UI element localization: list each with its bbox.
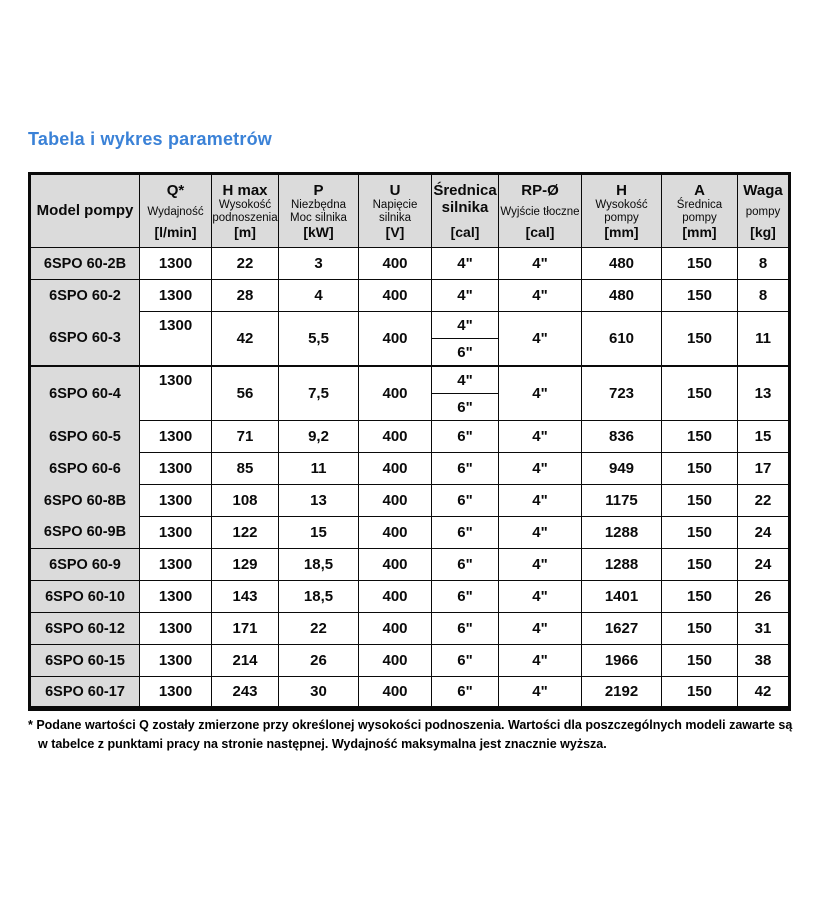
cell-u: 400 [359,248,432,280]
cell-weight: 15 [738,421,790,453]
cell-q: 1300 [140,517,212,549]
table-row [30,366,790,421]
table-row [30,581,790,613]
cell-model: 6SPO 60-4 [30,366,140,421]
cell-u: 400 [359,280,432,312]
col-unit: [cal] [525,224,555,240]
cell-weight: 8 [738,280,790,312]
cell-h: 1401 [582,581,662,613]
cell-hmax: 108 [212,485,279,517]
cell-weight: 31 [738,613,790,645]
cell-hmax: 71 [212,421,279,453]
col-sublabel: Wydajność [147,205,204,218]
col-symbol: H max [222,182,268,199]
cell-hmax: 143 [212,581,279,613]
cell-hmax: 42 [212,312,279,367]
cell-p: 13 [279,485,359,517]
table-row [30,517,790,549]
cell-motor-diameter: 4" [432,280,499,312]
cell-hmax: 122 [212,517,279,549]
cell-p: 5,5 [279,312,359,367]
cell-a: 150 [662,517,738,549]
cell-a: 150 [662,613,738,645]
cell-motor-diameter: 6" [432,645,499,677]
cell-u: 400 [359,677,432,709]
cell-weight: 13 [738,366,790,421]
cell-hmax: 22 [212,248,279,280]
col-symbol: RP-Ø [521,182,559,199]
cell-model: 6SPO 60-8B [30,485,140,517]
cell-rp: 4" [499,421,582,453]
cell-u: 400 [359,453,432,485]
footnote-line-2: w tabelce z punktami pracy na stronie następnej. Wydajność maksymalna jest znacznie wyższa. [38,736,607,751]
cell-model: 6SPO 60-3 [30,312,140,367]
cell-rp: 4" [499,549,582,581]
cell-p: 9,2 [279,421,359,453]
cell-rp: 4" [499,366,582,421]
table-row [30,312,790,367]
col-unit: [kg] [750,224,776,240]
cell-hmax: 28 [212,280,279,312]
cell-u: 400 [359,366,432,421]
cell-q: 1300 [140,549,212,581]
cell-weight: 24 [738,549,790,581]
col-header-rp [499,174,582,248]
cell-h: 1288 [582,517,662,549]
col-unit: [mm] [604,224,639,240]
cell-rp: 4" [499,280,582,312]
cell-motor-diameter: 6" [432,453,499,485]
col-sublabel: Niezbędna Moc silnika [290,199,347,225]
col-header-motor-diameter [432,174,499,248]
motor-diameter-top: 4" [432,312,498,339]
col-sublabel: Średnica pompy [676,199,723,225]
col-symbol: P [313,182,324,199]
cell-weight: 17 [738,453,790,485]
col-sublabel: Wysokość pompy [595,199,648,225]
cell-a: 150 [662,366,738,421]
col-unit: [mm] [682,224,717,240]
cell-a: 150 [662,677,738,709]
cell-rp: 4" [499,613,582,645]
col-unit: [V] [385,224,405,240]
footnote-line-1: * Podane wartości Q zostały zmierzone przy określonej wysokości podnoszenia. Wartości dla poszczególnych modeli zawarte są [28,718,793,732]
cell-u: 400 [359,645,432,677]
col-header-a [662,174,738,248]
col-header-q [140,174,212,248]
cell-rp: 4" [499,645,582,677]
cell-rp: 4" [499,485,582,517]
cell-motor-diameter-split [432,312,499,367]
table-row [30,280,790,312]
table-row [30,421,790,453]
cell-q: 1300 [140,645,212,677]
cell-q: 1300 [140,613,212,645]
cell-motor-diameter: 6" [432,549,499,581]
cell-a: 150 [662,645,738,677]
header-row [30,174,790,248]
cell-rp: 4" [499,312,582,367]
cell-model: 6SPO 60-9B [30,517,140,549]
table-row [30,613,790,645]
cell-hmax: 171 [212,613,279,645]
table-row [30,677,790,709]
cell-motor-diameter: 6" [432,677,499,709]
cell-u: 400 [359,312,432,367]
cell-q: 1300 [140,312,212,367]
cell-h: 1627 [582,613,662,645]
cell-a: 150 [662,453,738,485]
cell-motor-diameter: 6" [432,517,499,549]
cell-rp: 4" [499,453,582,485]
cell-weight: 26 [738,581,790,613]
cell-weight: 22 [738,485,790,517]
cell-h: 1966 [582,645,662,677]
cell-a: 150 [662,549,738,581]
cell-model: 6SPO 60-9 [30,549,140,581]
cell-h: 1175 [582,485,662,517]
cell-hmax: 56 [212,366,279,421]
cell-p: 4 [279,280,359,312]
cell-q: 1300 [140,421,212,453]
cell-model: 6SPO 60-15 [30,645,140,677]
cell-model: 6SPO 60-17 [30,677,140,709]
cell-hmax: 85 [212,453,279,485]
cell-h: 723 [582,366,662,421]
col-sublabel: pompy [745,205,781,218]
cell-q: 1300 [140,581,212,613]
cell-u: 400 [359,581,432,613]
cell-p: 15 [279,517,359,549]
col-sublabel: Napięcie silnika [372,199,418,225]
motor-diameter-top: 4" [432,367,498,394]
table-header [30,174,790,248]
cell-p: 11 [279,453,359,485]
cell-u: 400 [359,613,432,645]
cell-p: 30 [279,677,359,709]
cell-u: 400 [359,549,432,581]
cell-weight: 8 [738,248,790,280]
cell-q: 1300 [140,485,212,517]
cell-a: 150 [662,485,738,517]
cell-u: 400 [359,517,432,549]
cell-weight: 42 [738,677,790,709]
cell-rp: 4" [499,517,582,549]
cell-q: 1300 [140,453,212,485]
cell-rp: 4" [499,248,582,280]
cell-a: 150 [662,248,738,280]
cell-u: 400 [359,421,432,453]
cell-h: 2192 [582,677,662,709]
col-unit: [cal] [450,224,480,240]
cell-h: 480 [582,280,662,312]
cell-hmax: 129 [212,549,279,581]
page-title: Tabela i wykres parametrów [28,129,272,149]
cell-p: 18,5 [279,549,359,581]
cell-a: 150 [662,581,738,613]
table-row [30,485,790,517]
cell-hmax: 243 [212,677,279,709]
table-row [30,453,790,485]
col-symbol: Średnica silnika [433,182,497,217]
cell-model: 6SPO 60-10 [30,581,140,613]
table-row [30,248,790,280]
cell-model: 6SPO 60-12 [30,613,140,645]
cell-h: 836 [582,421,662,453]
table-row [30,645,790,677]
col-unit: [kW] [303,224,334,240]
cell-a: 150 [662,421,738,453]
col-header-model-label: Model pompy [36,202,134,220]
col-header-p [279,174,359,248]
col-symbol: A [694,182,705,199]
col-header-hmax [212,174,279,248]
col-header-model [30,174,140,248]
col-symbol: H [616,182,627,199]
cell-motor-diameter: 6" [432,581,499,613]
cell-h: 949 [582,453,662,485]
cell-model: 6SPO 60-5 [30,421,140,453]
cell-a: 150 [662,312,738,367]
footnote [28,716,794,754]
cell-motor-diameter: 4" [432,248,499,280]
pump-parameters-table [28,172,791,711]
motor-diameter-bottom: 6" [457,343,473,361]
cell-weight: 11 [738,312,790,367]
cell-rp: 4" [499,677,582,709]
cell-q: 1300 [140,248,212,280]
cell-motor-diameter-split [432,366,499,421]
cell-p: 3 [279,248,359,280]
cell-h: 610 [582,312,662,367]
cell-p: 18,5 [279,581,359,613]
cell-weight: 38 [738,645,790,677]
cell-model: 6SPO 60-6 [30,453,140,485]
cell-a: 150 [662,280,738,312]
cell-q: 1300 [140,280,212,312]
col-sublabel: Wyjście tłoczne [500,205,580,218]
cell-rp: 4" [499,581,582,613]
cell-p: 26 [279,645,359,677]
cell-motor-diameter: 6" [432,485,499,517]
cell-h: 480 [582,248,662,280]
col-symbol: Q* [166,182,185,199]
col-header-weight [738,174,790,248]
col-header-u [359,174,432,248]
col-header-h [582,174,662,248]
cell-model: 6SPO 60-2B [30,248,140,280]
cell-q: 1300 [140,366,212,421]
cell-p: 7,5 [279,366,359,421]
cell-p: 22 [279,613,359,645]
cell-weight: 24 [738,517,790,549]
cell-model: 6SPO 60-2 [30,280,140,312]
col-unit: [l/min] [154,224,197,240]
col-sublabel: Wysokość podnoszenia [212,199,278,225]
cell-motor-diameter: 6" [432,613,499,645]
cell-q: 1300 [140,677,212,709]
motor-diameter-bottom: 6" [457,398,473,416]
cell-motor-diameter: 6" [432,421,499,453]
col-symbol: U [389,182,401,199]
table-body [30,248,790,709]
col-symbol: Waga [743,182,783,199]
cell-u: 400 [359,485,432,517]
cell-h: 1288 [582,549,662,581]
cell-hmax: 214 [212,645,279,677]
table-row [30,549,790,581]
col-unit: [m] [234,224,256,240]
